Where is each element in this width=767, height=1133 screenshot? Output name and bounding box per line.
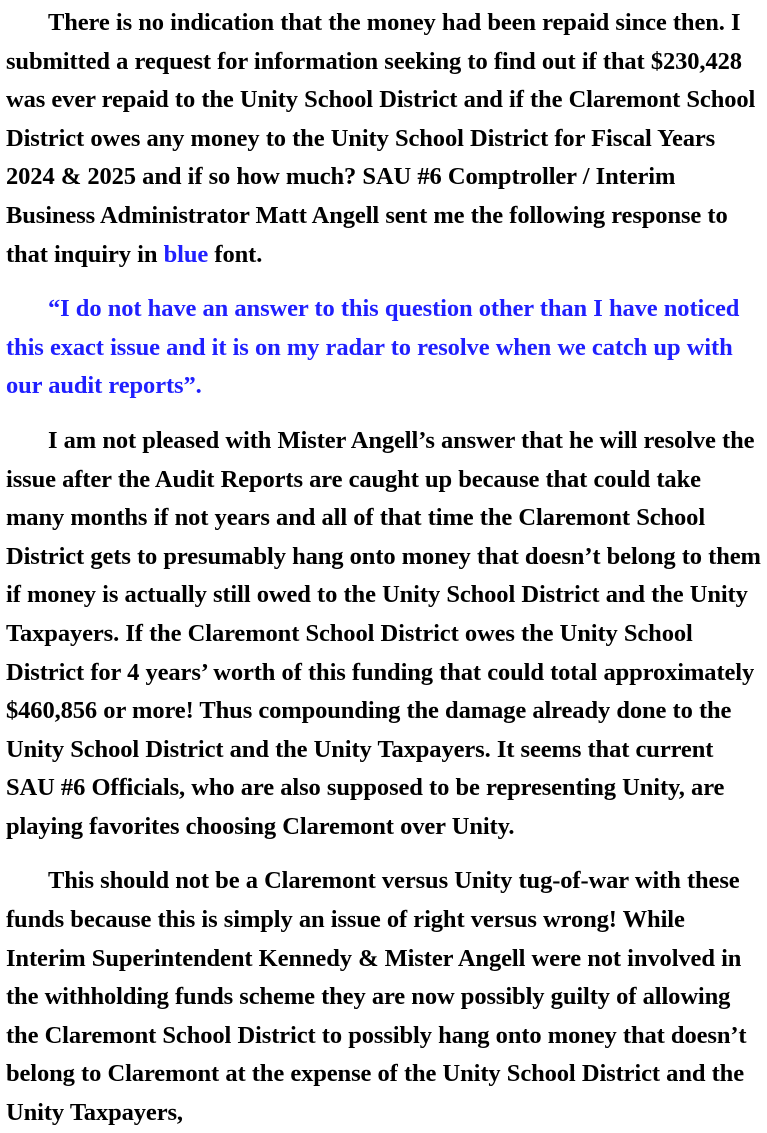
text-run: I am not pleased with Mister Angell’s answer that he will resolve the issue after the Audit Reports are caught up because that could take many months if not years and all of that time the Claremont School District gets to presumably hang onto money that doesn’t belong to them if money is actually still owed to the Unity School District and the Unity Taxpayers. If the Claremont School District owes the Unity School District for 4 years’ worth of this funding that could total approximately $460,856 or more! Thus compounding the damage already done to the Unity School District and the Unity Taxpayers. It seems that current SAU #6 Officials, who are also supposed to be representing Unity, are playing favorites choosing Claremont over Unity. xyxy=(6,426,761,840)
paragraph-author-response xyxy=(6,422,761,847)
paragraph-angell-quote xyxy=(6,290,761,406)
text-run: There is no indication that the money had been repaid since then. I submitted a request for information seeking to find out if that $230,428 was ever repaid to the Unity School District and if the Claremont School District owes any money to the Unity School District for Fiscal Years 2024 & 2025 and if so how much? SAU #6 Comptroller / Interim Business Administrator Matt Angell sent me the following response to that inquiry in xyxy=(6,9,756,268)
text-run: “I do not have an answer to this question other than I have noticed this exact issue and it is on my radar to resolve when we catch up with our audit reports”. xyxy=(6,295,740,400)
paragraph-right-versus-wrong xyxy=(6,862,761,1132)
paragraph-repayment-inquiry xyxy=(6,4,761,274)
text-run: blue xyxy=(163,240,209,268)
text-run: This should not be a Claremont versus Unity tug-of-war with these funds because this is simply an issue of right versus wrong! While Interim Superintendent Kennedy & Mister Angell were not involved in the withholding funds scheme they are now possibly guilty of allowing the Claremont School District to possibly hang onto money that doesn’t belong to Claremont at the expense of the Unity School District and the Unity Taxpayers, xyxy=(6,867,747,1127)
text-run: font. xyxy=(208,240,263,268)
